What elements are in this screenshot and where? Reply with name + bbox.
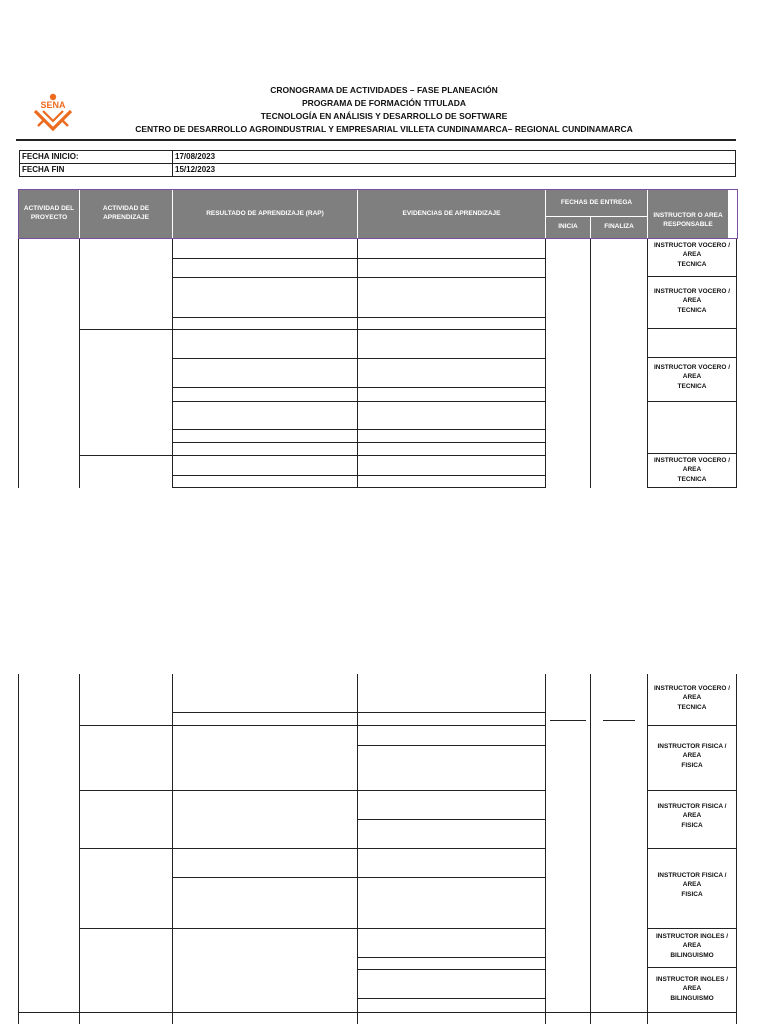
responsable-cell: INSTRUCTOR VOCERO / AREA TECNICA [653,288,731,314]
fecha-fin-value: 15/12/2023 [175,165,216,174]
header-fechas-entrega: FECHAS DE ENTREGA [546,190,647,216]
responsable-cell: INSTRUCTOR FISICA / AREA FISICA [657,803,727,829]
header-evidencias: EVIDENCIAS DE APRENDIZAJE [358,190,545,238]
responsable-cell: INSTRUCTOR VOCERO / AREA TECNICA [653,457,731,483]
fecha-fin-label: FECHA FIN [22,165,65,174]
responsable-cell: INSTRUCTOR INGLES / AREA BILINGUISMO [655,976,729,1002]
responsable-cell: INSTRUCTOR VOCERO / AREA TECNICA [653,364,731,390]
header-actividad-proyecto: ACTIVIDAD DEL PROYECTO [19,190,79,238]
fecha-inicio-row [20,151,735,163]
title-line-1: CRONOGRAMA DE ACTIVIDADES – FASE PLANEACIÓN [270,85,498,95]
header-actividad-aprendizaje: ACTIVIDAD DE APRENDIZAJE [80,190,172,238]
title-line-2: PROGRAMA DE FORMACIÓN TITULADA [301,98,466,108]
header-inicia: INICIA [546,217,590,238]
responsable-cell: INSTRUCTOR FISICA / AREA FISICA [657,872,727,898]
fecha-fin-row [20,164,735,176]
header-divider [16,139,736,141]
header-instructor: INSTRUCTOR O AREA RESPONSABLE [648,190,728,238]
responsable-cell: INSTRUCTOR VOCERO / AREA TECNICA [653,242,731,268]
title-line-4: CENTRO DE DESARROLLO AGROINDUSTRIAL Y EMPRESARIAL VILLETA CUNDINAMARCA– REGIONAL CUNDINAMARCA [135,124,633,134]
responsable-cell: INSTRUCTOR INGLES / AREA BILINGUISMO [655,933,729,959]
title-line-3: TECNOLOGÍA EN ANÁLISIS Y DESARROLLO DE SOFTWARE [260,111,508,121]
dates-table [19,150,736,177]
logo-text: SENA [40,100,66,110]
responsable-cell: INSTRUCTOR VOCERO / AREA TECNICA [653,685,731,711]
fecha-inicio-label: FECHA INICIO: [22,152,79,161]
header-rap: RESULTADO DE APRENDIZAJE (RAP) [173,190,357,238]
fecha-inicio-value: 17/08/2023 [175,152,216,161]
responsable-cell: INSTRUCTOR FISICA / AREA FISICA [657,743,727,769]
header-finaliza: FINALIZA [591,217,647,238]
